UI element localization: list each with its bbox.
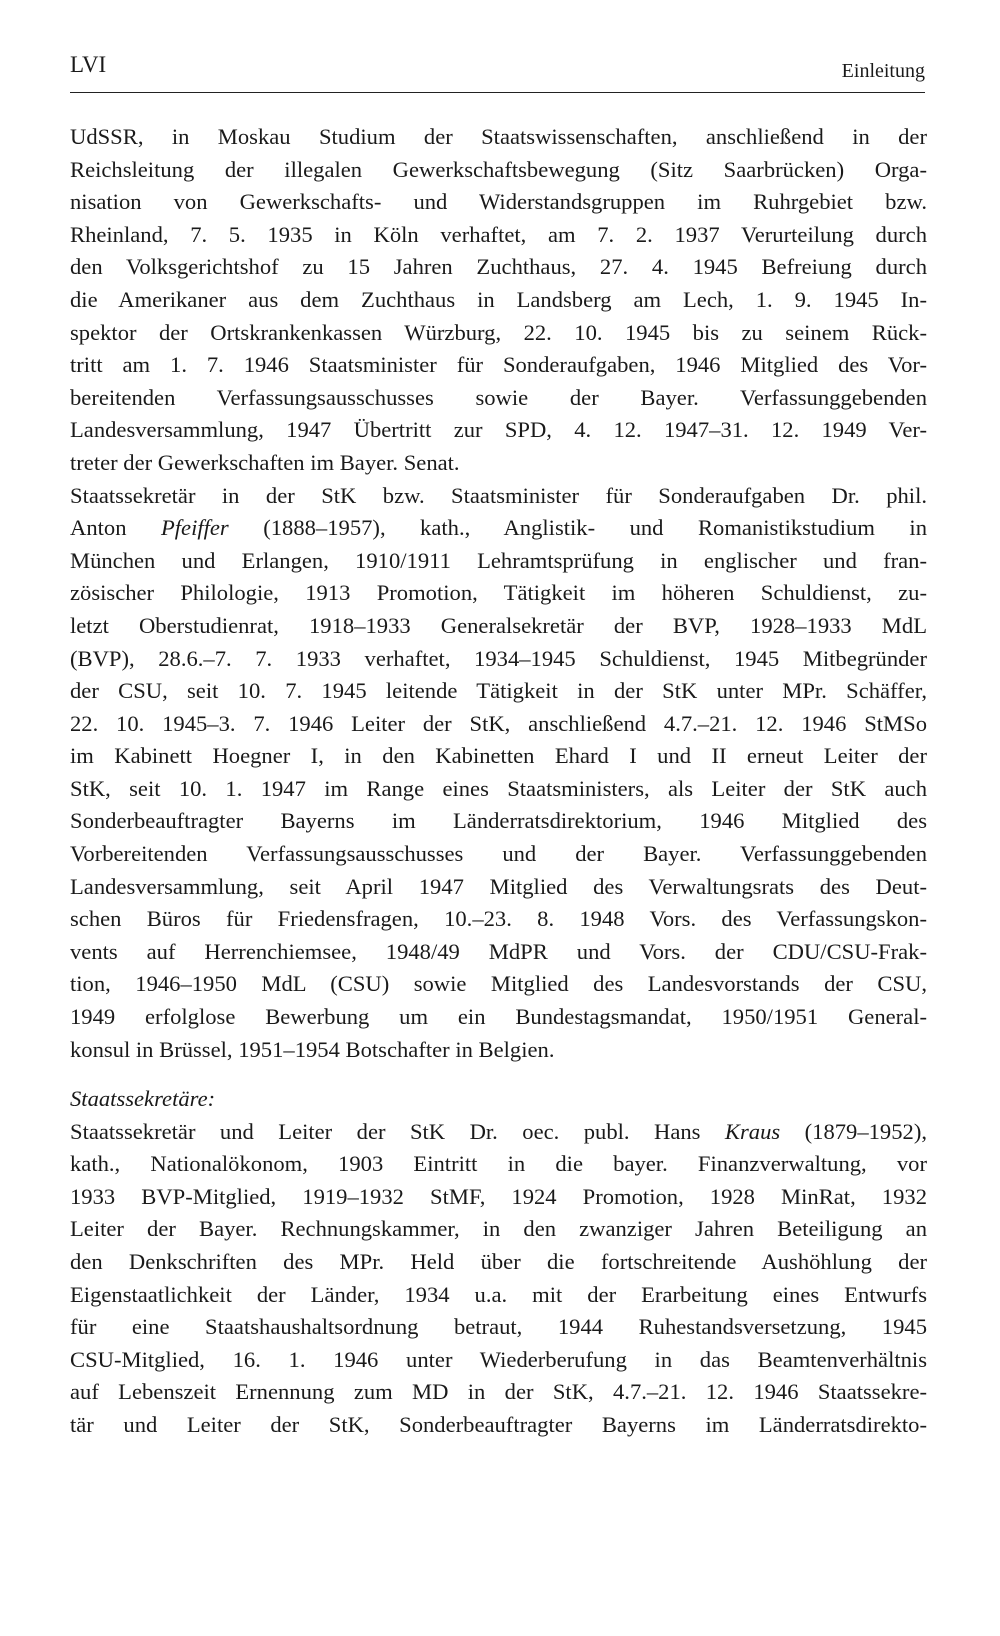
text-line: zösischer Philologie, 1913 Promotion, Tätigkeit im höheren Schuldienst, zu- (70, 580, 927, 606)
biography-block-secretaries (70, 1083, 927, 1442)
page-number: LVI (70, 52, 107, 77)
text-line: Reichsleitung der illegalen Gewerkschaftsbewegung (Sitz Saarbrücken) Orga- (70, 156, 927, 182)
biography-block-ministers (70, 121, 927, 1066)
text-line: 1933 BVP-Mitglied, 1919–1932 StMF, 1924 Promotion, 1928 MinRat, 1932 (70, 1183, 927, 1209)
text-line: treter der Gewerkschaften im Bayer. Senat. (70, 449, 460, 475)
text-fragment: (1879–1952), (804, 1118, 927, 1144)
page-header (70, 52, 925, 93)
person-first-name: Anton (70, 515, 127, 541)
text-line: Eigenstaatlichkeit der Länder, 1934 u.a. mit der Erarbeitung eines Entwurfs (70, 1281, 927, 1307)
text-line: Sonderbeauftragter Bayerns im Länderratsdirektorium, 1946 Mitglied des (70, 808, 927, 834)
text-line: der CSU, seit 10. 7. 1945 leitende Tätigkeit in der StK unter MPr. Schäffer, (70, 678, 927, 704)
text-line: kath., Nationalökonom, 1903 Eintritt in die bayer. Finanzverwaltung, vor (70, 1151, 927, 1177)
text-line: den Volksgerichtshof zu 15 Jahren Zuchthaus, 27. 4. 1945 Befreiung durch (70, 254, 927, 280)
text-line: Landesversammlung, seit April 1947 Mitglied des Verwaltungsrats des Deut- (70, 873, 927, 899)
text-line: schen Büros für Friedensfragen, 10.–23. 8. 1948 Vors. des Verfassungskon- (70, 906, 927, 932)
running-title: Einleitung (841, 60, 925, 82)
text-line: konsul in Brüssel, 1951–1954 Botschafter in Belgien. (70, 1036, 555, 1062)
text-line: den Denkschriften des MPr. Held über die fortschreitende Aushöhlung der (70, 1248, 927, 1274)
person-name-pfeiffer: Pfeiffer (160, 515, 229, 541)
person-name-kraus: Kraus (724, 1118, 781, 1144)
text-line-pfeiffer (70, 512, 927, 545)
text-line: auf Lebenszeit Ernennung zum MD in der StK, 4.7.–21. 12. 1946 Staatssekre- (70, 1379, 927, 1405)
text-line: spektor der Ortskrankenkassen Würzburg, 22. 10. 1945 bis zu seinem Rück- (70, 319, 927, 345)
text-line: tritt am 1. 7. 1946 Staatsminister für Sonderaufgaben, 1946 Mitglied des Vor- (70, 352, 927, 378)
text-line: vents auf Herrenchiemsee, 1948/49 MdPR und Vors. der CDU/CSU-Frak- (70, 938, 927, 964)
text-line: die Amerikaner aus dem Zuchthaus in Landsberg am Lech, 1. 9. 1945 In- (70, 286, 927, 312)
text-line: Landesversammlung, 1947 Übertritt zur SPD, 4. 12. 1947–31. 12. 1949 Ver- (70, 417, 927, 443)
text-line: CSU-Mitglied, 16. 1. 1946 unter Wiederberufung in das Beamtenverhältnis (70, 1346, 927, 1372)
text-line: Vorbereitenden Verfassungsausschusses und der Bayer. Verfassunggebenden (70, 841, 927, 867)
text-line: nisation von Gewerkschafts- und Widerstandsgruppen im Ruhrgebiet bzw. (70, 189, 927, 215)
text-fragment: (1888–1957), kath., Anglistik- und Romanistikstudium in (263, 515, 928, 541)
text-line: StK, seit 10. 1. 1947 im Range eines Staatsministers, als Leiter der StK auch (70, 775, 927, 801)
text-line: tion, 1946–1950 MdL (CSU) sowie Mitglied des Landesvorstands der CSU, (70, 971, 927, 997)
text-line: Staatssekretär in der StK bzw. Staatsminister für Sonderaufgaben Dr. phil. (70, 482, 927, 508)
text-line: tär und Leiter der StK, Sonderbeauftragter Bayerns im Länderratsdirekto- (70, 1411, 927, 1437)
text-line: UdSSR, in Moskau Studium der Staatswissenschaften, anschließend in der (70, 124, 927, 149)
text-line: für eine Staatshaushaltsordnung betraut, 1944 Ruhestandsversetzung, 1945 (70, 1314, 927, 1340)
text-line: (BVP), 28.6.–7. 7. 1933 verhaftet, 1934–1945 Schuldienst, 1945 Mitbegründer (70, 645, 927, 671)
text-line: im Kabinett Hoegner I, in den Kabinetten Ehard I und II erneut Leiter der (70, 743, 927, 769)
text-line: bereitenden Verfassungsausschusses sowie der Bayer. Verfassunggebenden (70, 384, 927, 410)
text-line: München und Erlangen, 1910/1911 Lehramtsprüfung in englischer und fran- (70, 547, 927, 573)
text-line: 1949 erfolglose Bewerbung um ein Bundestagsmandat, 1950/1951 General- (70, 1004, 927, 1030)
text-line: Leiter der Bayer. Rechnungskammer, in den zwanziger Jahren Beteiligung an (70, 1216, 927, 1242)
text-line: 22. 10. 1945–3. 7. 1946 Leiter der StK, anschließend 4.7.–21. 12. 1946 StMSo (70, 710, 927, 736)
text-line: letzt Oberstudienrat, 1918–1933 Generalsekretär der BVP, 1928–1933 MdL (70, 612, 927, 638)
text-fragment: Staatssekretär und Leiter der StK Dr. oec. publ. Hans (70, 1118, 701, 1144)
section-heading: Staatssekretäre: (70, 1086, 216, 1111)
text-line: Rheinland, 7. 5. 1935 in Köln verhaftet, am 7. 2. 1937 Verurteilung durch (70, 221, 927, 247)
text-line-kraus (70, 1116, 927, 1149)
